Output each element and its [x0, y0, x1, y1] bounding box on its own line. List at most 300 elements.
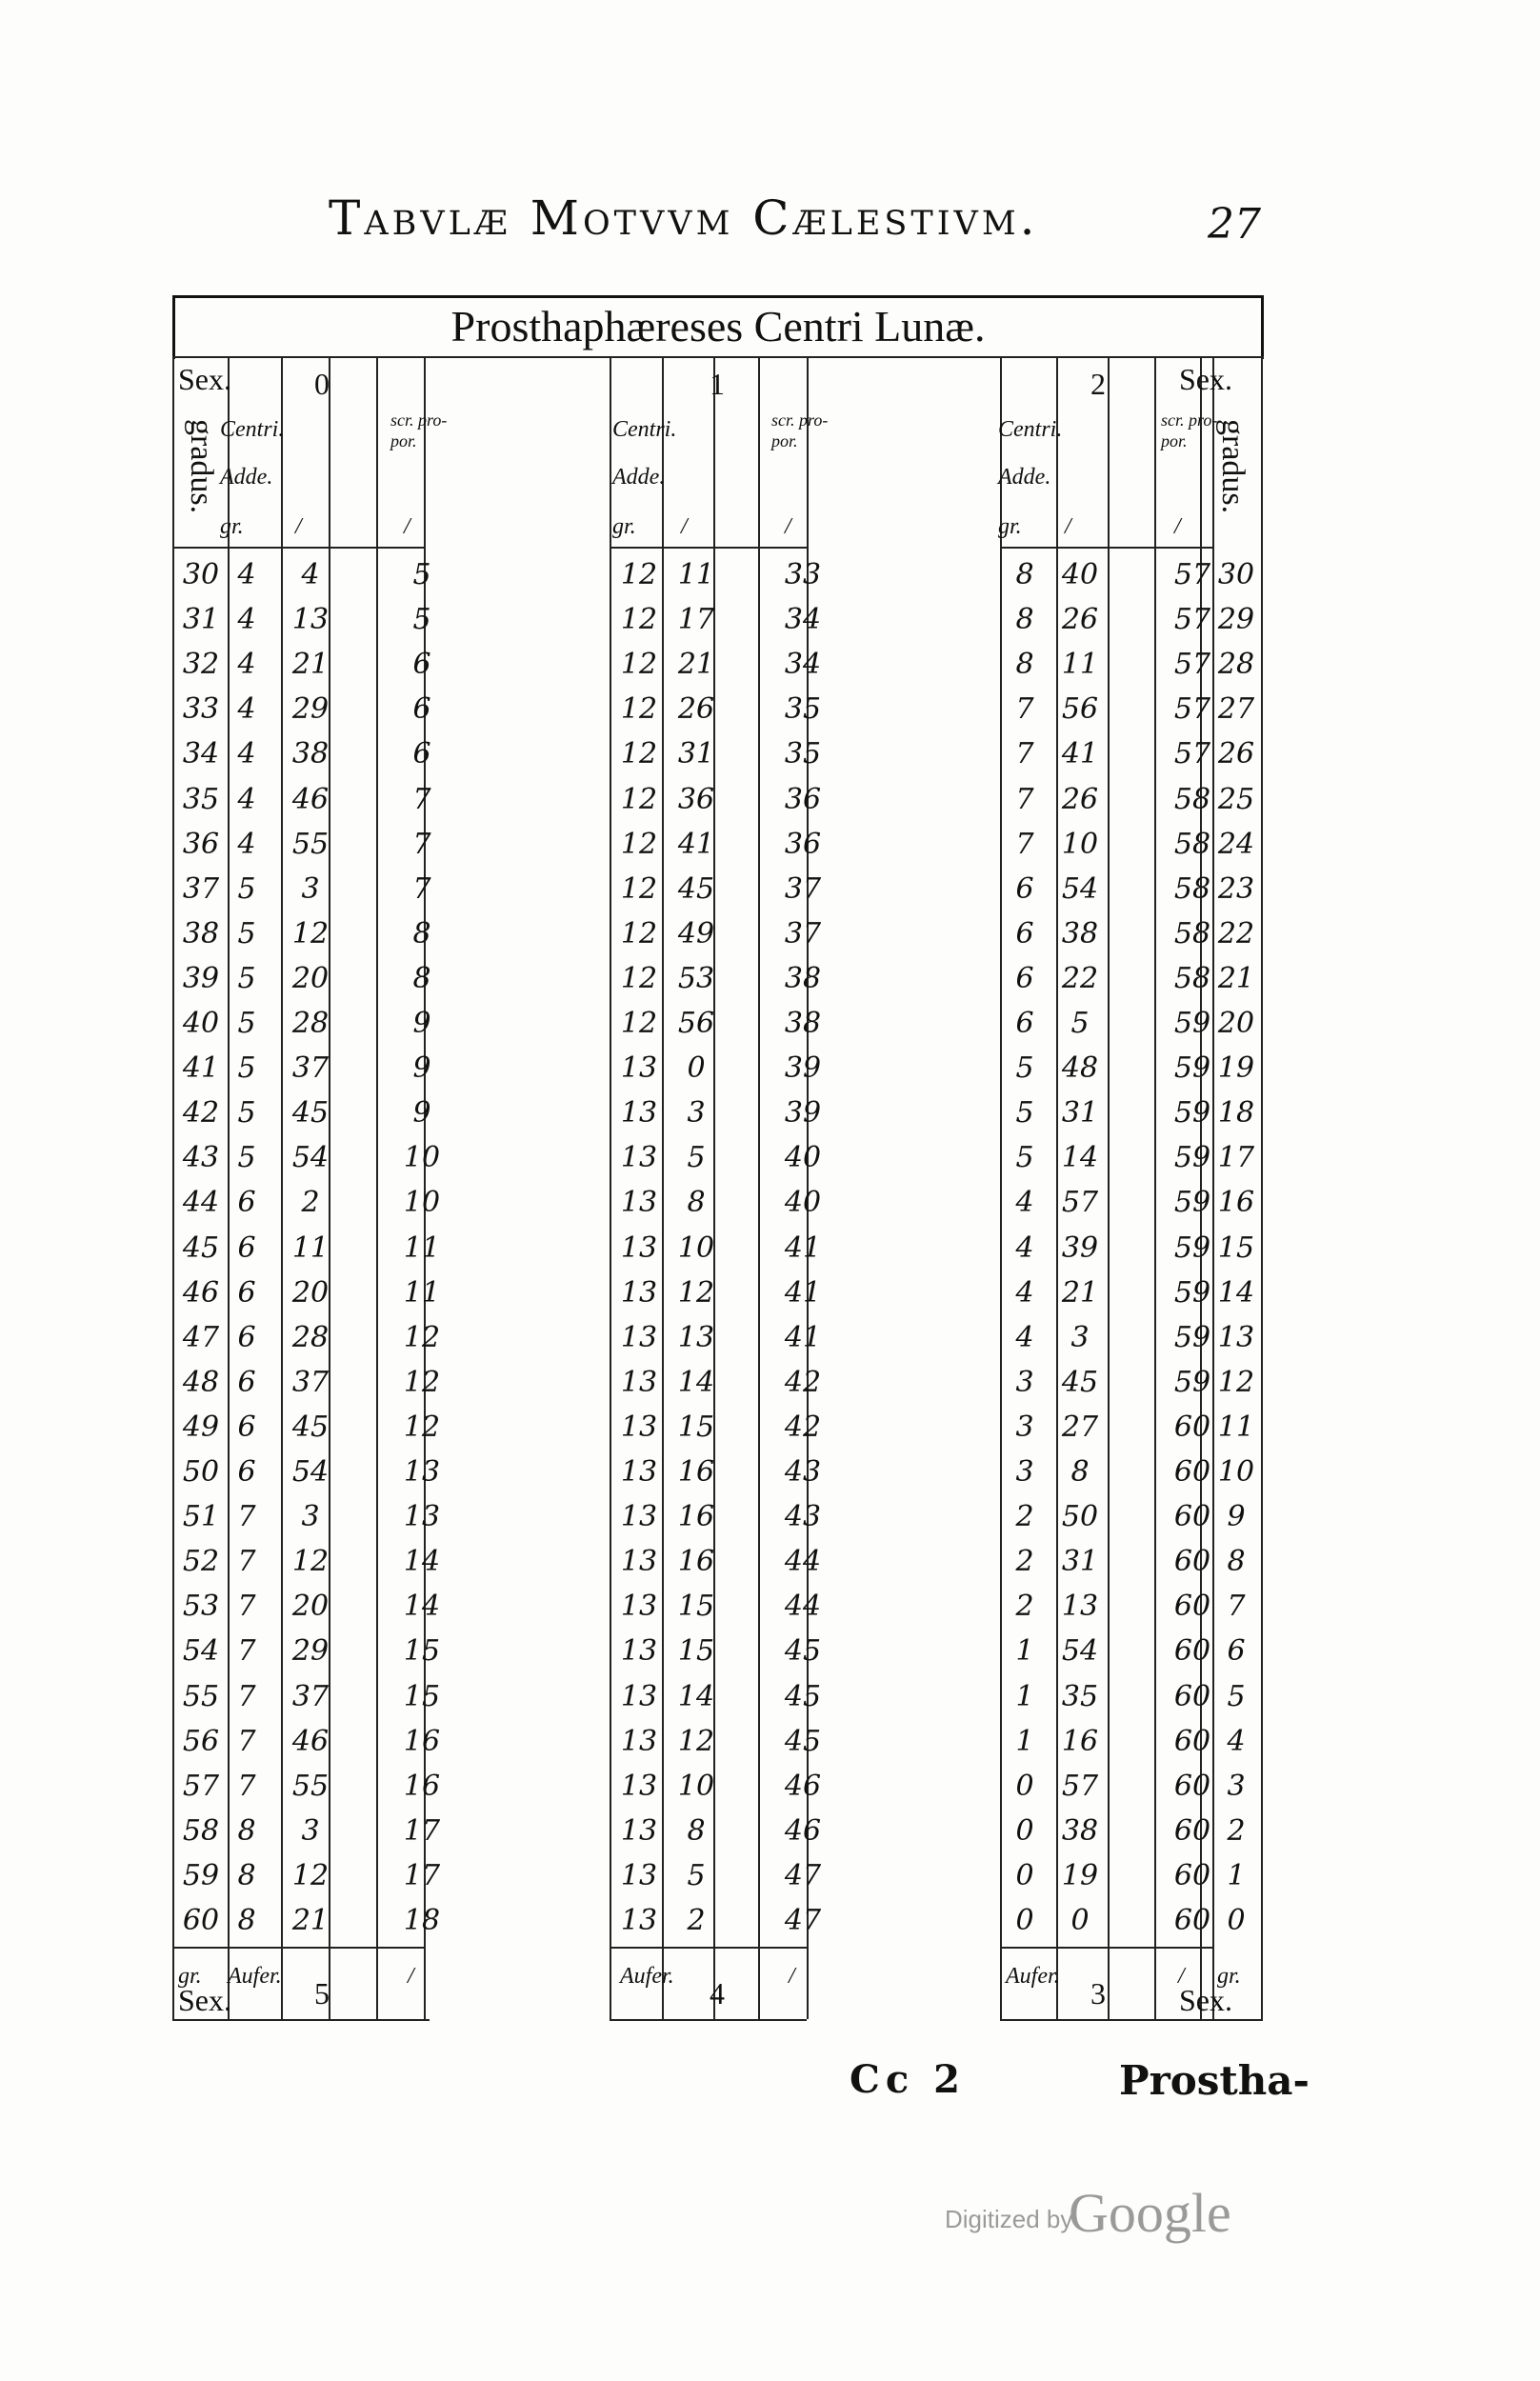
cell-scrupula: 58 — [1173, 916, 1211, 950]
cell-gradus: 1 — [1015, 1679, 1034, 1713]
left-gradus: 34 — [182, 737, 220, 771]
cell-scrupula: 16 — [403, 1769, 441, 1803]
left-gradus: 48 — [182, 1365, 220, 1399]
cell-minutes: 54 — [291, 1141, 330, 1175]
unit-gr-header: gr. — [612, 514, 636, 539]
left-gradus: 55 — [182, 1679, 220, 1713]
cell-scrupula: 37 — [784, 916, 822, 950]
cell-scrupula: 42 — [784, 1365, 822, 1399]
cell-scrupula: 60 — [1173, 1858, 1211, 1892]
cell-gradus: 13 — [620, 1590, 658, 1624]
right-gradus: 2 — [1227, 1813, 1246, 1848]
cell-scrupula: 41 — [784, 1320, 822, 1354]
aufer-header: Aufer. — [620, 1964, 674, 1990]
sexagesima-top: 2 — [1090, 367, 1106, 401]
cell-gradus: 6 — [1015, 961, 1034, 995]
cell-gradus: 5 — [1015, 1096, 1034, 1130]
cell-gradus: 3 — [1015, 1455, 1034, 1489]
cell-gradus: 5 — [237, 871, 256, 906]
cell-gradus: 8 — [1015, 648, 1034, 682]
frame-right — [1261, 357, 1263, 2019]
right-gradus: 28 — [1217, 648, 1255, 682]
cell-minutes: 8 — [1070, 1455, 1090, 1489]
left-gradus: 42 — [182, 1096, 220, 1130]
cell-minutes: 21 — [677, 648, 715, 682]
sexagesima-bottom: 3 — [1090, 1976, 1106, 2011]
left-gradus: 49 — [182, 1410, 220, 1444]
cell-gradus: 12 — [620, 648, 658, 682]
cell-minutes: 36 — [677, 782, 715, 816]
left-gradus: 56 — [182, 1724, 220, 1758]
cell-minutes: 41 — [677, 827, 715, 861]
cell-gradus: 4 — [1015, 1231, 1034, 1265]
cell-gradus: 13 — [620, 1634, 658, 1669]
cell-scrupula: 60 — [1173, 1813, 1211, 1848]
left-gradus: 51 — [182, 1500, 220, 1534]
cell-minutes: 45 — [677, 871, 715, 906]
cell-gradus: 7 — [1015, 737, 1034, 771]
cell-gradus: 2 — [1015, 1590, 1034, 1624]
right-gradus: 17 — [1217, 1141, 1255, 1175]
cell-minutes: 29 — [291, 1634, 330, 1669]
left-gradus: 41 — [182, 1051, 220, 1086]
column-rule — [281, 357, 283, 2019]
cell-scrupula: 10 — [403, 1186, 441, 1220]
scrupula-header: scr. pro- por. — [1161, 410, 1218, 450]
unit-gr-header: gr. — [220, 514, 244, 539]
gr-footer-left: gr. — [178, 1964, 202, 1990]
footer-rule — [610, 1947, 807, 1949]
right-gradus: 26 — [1217, 737, 1255, 771]
cell-gradus: 13 — [620, 1904, 658, 1937]
cell-minutes: 12 — [291, 1858, 330, 1892]
cell-gradus: 7 — [237, 1590, 256, 1624]
cell-minutes: 21 — [1061, 1275, 1099, 1310]
cell-scrupula: 42 — [784, 1410, 822, 1444]
cell-gradus: 5 — [237, 1141, 256, 1175]
footer-rule — [172, 1947, 424, 1949]
cell-scrupula: 57 — [1173, 737, 1211, 771]
cell-gradus: 6 — [237, 1186, 256, 1220]
cell-scrupula: 57 — [1173, 648, 1211, 682]
right-gradus: 27 — [1217, 692, 1255, 727]
cell-minutes: 10 — [677, 1231, 715, 1265]
cell-minutes: 15 — [677, 1634, 715, 1669]
unit-min-scr-header: / — [1174, 514, 1181, 539]
cell-scrupula: 40 — [784, 1186, 822, 1220]
cell-minutes: 13 — [291, 603, 330, 637]
cell-minutes: 45 — [291, 1096, 330, 1130]
cell-gradus: 5 — [237, 1007, 256, 1040]
cell-minutes: 4 — [301, 558, 320, 591]
cell-minutes: 26 — [1061, 603, 1099, 637]
cell-scrupula: 59 — [1173, 1186, 1211, 1220]
cell-minutes: 56 — [677, 1007, 715, 1040]
cell-gradus: 13 — [620, 1858, 658, 1892]
right-gradus: 11 — [1217, 1410, 1255, 1444]
right-gradus: 7 — [1227, 1590, 1246, 1624]
cell-minutes: 57 — [1061, 1186, 1099, 1220]
cell-scrupula: 10 — [403, 1141, 441, 1175]
sex-label-left: Sex. — [178, 362, 231, 396]
cell-minutes: 28 — [291, 1320, 330, 1354]
cell-scrupula: 59 — [1173, 1096, 1211, 1130]
left-gradus: 40 — [182, 1007, 220, 1040]
cell-gradus: 13 — [620, 1320, 658, 1354]
left-gradus: 38 — [182, 916, 220, 950]
cell-scrupula: 57 — [1173, 558, 1211, 591]
cell-scrupula: 43 — [784, 1455, 822, 1489]
cell-scrupula: 60 — [1173, 1904, 1211, 1937]
cell-scrupula: 46 — [784, 1769, 822, 1803]
cell-gradus: 13 — [620, 1769, 658, 1803]
cell-scrupula: 43 — [784, 1500, 822, 1534]
cell-minutes: 13 — [1061, 1590, 1099, 1624]
cell-minutes: 10 — [677, 1769, 715, 1803]
cell-scrupula: 60 — [1173, 1590, 1211, 1624]
cell-scrupula: 35 — [784, 692, 822, 727]
cell-gradus: 7 — [1015, 692, 1034, 727]
title-rule — [172, 356, 1264, 358]
cell-gradus: 6 — [237, 1275, 256, 1310]
bottom-rule-mid — [610, 2019, 807, 2021]
cell-minutes: 12 — [291, 1545, 330, 1579]
cell-gradus: 12 — [620, 871, 658, 906]
cell-scrupula: 17 — [403, 1858, 441, 1892]
cell-gradus: 13 — [620, 1365, 658, 1399]
cell-minutes: 12 — [677, 1724, 715, 1758]
cell-scrupula: 60 — [1173, 1410, 1211, 1444]
left-gradus: 32 — [182, 648, 220, 682]
cell-scrupula: 36 — [784, 827, 822, 861]
cell-gradus: 8 — [1015, 603, 1034, 637]
cell-scrupula: 59 — [1173, 1365, 1211, 1399]
cell-scrupula: 58 — [1173, 827, 1211, 861]
cell-minutes: 11 — [1061, 648, 1099, 682]
cell-minutes: 5 — [1070, 1007, 1090, 1040]
cell-scrupula: 15 — [403, 1679, 441, 1713]
cell-minutes: 19 — [1061, 1858, 1099, 1892]
cell-gradus: 4 — [237, 782, 256, 816]
cell-gradus: 13 — [620, 1141, 658, 1175]
cell-minutes: 3 — [687, 1096, 706, 1130]
cell-minutes: 12 — [291, 916, 330, 950]
cell-gradus: 5 — [1015, 1141, 1034, 1175]
cell-minutes: 16 — [677, 1455, 715, 1489]
cell-gradus: 7 — [1015, 782, 1034, 816]
sexagesima-top: 0 — [314, 367, 330, 401]
cell-minutes: 54 — [1061, 871, 1099, 906]
right-gradus: 13 — [1217, 1320, 1255, 1354]
cell-scrupula: 60 — [1173, 1455, 1211, 1489]
cell-scrupula: 13 — [403, 1500, 441, 1534]
cell-minutes: 38 — [1061, 1813, 1099, 1848]
cell-minutes: 54 — [291, 1455, 330, 1489]
cell-gradus: 7 — [237, 1500, 256, 1534]
cell-scrupula: 8 — [412, 961, 431, 995]
cell-scrupula: 34 — [784, 648, 822, 682]
right-gradus: 21 — [1217, 961, 1255, 995]
cell-minutes: 53 — [677, 961, 715, 995]
cell-gradus: 3 — [1015, 1410, 1034, 1444]
cell-gradus: 6 — [237, 1231, 256, 1265]
left-gradus: 36 — [182, 827, 220, 861]
column-rule — [1108, 357, 1110, 2019]
cell-gradus: 13 — [620, 1724, 658, 1758]
cell-scrupula: 9 — [412, 1096, 431, 1130]
cell-minutes: 45 — [291, 1410, 330, 1444]
cell-scrupula: 44 — [784, 1545, 822, 1579]
left-gradus: 60 — [182, 1904, 220, 1937]
sexagesima-top: 1 — [710, 367, 725, 401]
unit-gr-header: gr. — [998, 514, 1022, 539]
cell-gradus: 12 — [620, 737, 658, 771]
cell-minutes: 49 — [677, 916, 715, 950]
cell-scrupula: 11 — [403, 1231, 441, 1265]
cell-gradus: 1 — [1015, 1634, 1034, 1669]
cell-gradus: 7 — [237, 1724, 256, 1758]
unit-min-scr-footer: / — [789, 1964, 795, 1990]
cell-minutes: 35 — [1061, 1679, 1099, 1713]
cell-scrupula: 58 — [1173, 871, 1211, 906]
page-number: 27 — [1208, 200, 1261, 249]
cell-gradus: 6 — [1015, 871, 1034, 906]
right-gradus: 19 — [1217, 1051, 1255, 1086]
cell-minutes: 20 — [291, 1275, 330, 1310]
cell-minutes: 3 — [301, 1500, 320, 1534]
cell-minutes: 0 — [1070, 1904, 1090, 1937]
cell-gradus: 2 — [1015, 1500, 1034, 1534]
watermark-brand: Google — [1069, 2182, 1231, 2244]
watermark-prefix: Digitized by — [945, 2205, 1073, 2233]
cell-minutes: 56 — [1061, 692, 1099, 727]
cell-scrupula: 8 — [412, 916, 431, 950]
cell-scrupula: 46 — [784, 1813, 822, 1848]
cell-scrupula: 60 — [1173, 1679, 1211, 1713]
cell-minutes: 55 — [291, 1769, 330, 1803]
cell-gradus: 12 — [620, 827, 658, 861]
cell-gradus: 5 — [1015, 1051, 1034, 1086]
cell-minutes: 50 — [1061, 1500, 1099, 1534]
cell-gradus: 4 — [237, 558, 256, 591]
cell-minutes: 21 — [291, 1904, 330, 1937]
cell-minutes: 46 — [291, 782, 330, 816]
cell-scrupula: 39 — [784, 1096, 822, 1130]
cell-minutes: 37 — [291, 1365, 330, 1399]
left-gradus: 30 — [182, 558, 220, 591]
cell-gradus: 13 — [620, 1679, 658, 1713]
cell-scrupula: 57 — [1173, 603, 1211, 637]
cell-gradus: 5 — [237, 916, 256, 950]
left-gradus: 39 — [182, 961, 220, 995]
cell-gradus: 6 — [237, 1455, 256, 1489]
cell-gradus: 8 — [1015, 558, 1034, 591]
cell-scrupula: 59 — [1173, 1275, 1211, 1310]
cell-scrupula: 13 — [403, 1455, 441, 1489]
cell-gradus: 12 — [620, 916, 658, 950]
right-gradus: 22 — [1217, 916, 1255, 950]
cell-scrupula: 7 — [412, 827, 431, 861]
cell-minutes: 16 — [677, 1500, 715, 1534]
cell-gradus: 7 — [237, 1679, 256, 1713]
cell-minutes: 31 — [1061, 1545, 1099, 1579]
cell-gradus: 12 — [620, 961, 658, 995]
cell-minutes: 37 — [291, 1679, 330, 1713]
left-gradus: 53 — [182, 1590, 220, 1624]
cell-scrupula: 59 — [1173, 1320, 1211, 1354]
cell-gradus: 4 — [1015, 1186, 1034, 1220]
cell-scrupula: 6 — [412, 648, 431, 682]
cell-scrupula: 34 — [784, 603, 822, 637]
unit-min-scr-header: / — [404, 514, 410, 539]
centri-header: Centri. — [998, 417, 1063, 442]
cell-minutes: 28 — [291, 1007, 330, 1040]
cell-gradus: 12 — [620, 558, 658, 591]
right-gradus: 4 — [1227, 1724, 1246, 1758]
cell-scrupula: 58 — [1173, 961, 1211, 995]
cell-gradus: 4 — [237, 827, 256, 861]
cell-gradus: 6 — [237, 1320, 256, 1354]
cell-minutes: 3 — [301, 871, 320, 906]
aufer-header: Aufer. — [228, 1964, 282, 1990]
column-rule — [1154, 357, 1156, 2019]
left-gradus: 37 — [182, 871, 220, 906]
cell-scrupula: 11 — [403, 1275, 441, 1310]
cell-scrupula: 5 — [412, 603, 431, 637]
cell-minutes: 3 — [301, 1813, 320, 1848]
cell-scrupula: 60 — [1173, 1634, 1211, 1669]
left-gradus: 52 — [182, 1545, 220, 1579]
cell-scrupula: 44 — [784, 1590, 822, 1624]
right-gradus: 20 — [1217, 1007, 1255, 1040]
unit-min-scr-header: / — [785, 514, 791, 539]
unit-min-scr-footer: / — [408, 1964, 414, 1990]
cell-minutes: 31 — [677, 737, 715, 771]
cell-gradus: 3 — [1015, 1365, 1034, 1399]
cell-gradus: 8 — [237, 1858, 256, 1892]
unit-min-header: / — [295, 514, 302, 539]
cell-gradus: 8 — [237, 1813, 256, 1848]
unit-min-header: / — [1065, 514, 1071, 539]
left-gradus: 58 — [182, 1813, 220, 1848]
right-gradus: 1 — [1227, 1858, 1246, 1892]
right-gradus: 12 — [1217, 1365, 1255, 1399]
centri-header: Centri. — [612, 417, 677, 442]
cell-minutes: 3 — [1070, 1320, 1090, 1354]
cell-minutes: 38 — [1061, 916, 1099, 950]
cell-gradus: 12 — [620, 1007, 658, 1040]
right-gradus: 3 — [1227, 1769, 1246, 1803]
cell-gradus: 6 — [237, 1410, 256, 1444]
cell-scrupula: 6 — [412, 692, 431, 727]
cell-minutes: 48 — [1061, 1051, 1099, 1086]
cell-scrupula: 6 — [412, 737, 431, 771]
cell-scrupula: 9 — [412, 1007, 431, 1040]
cell-scrupula: 35 — [784, 737, 822, 771]
cell-scrupula: 39 — [784, 1051, 822, 1086]
cell-gradus: 13 — [620, 1051, 658, 1086]
cell-minutes: 46 — [291, 1724, 330, 1758]
catchword: Prostha- — [1119, 2057, 1310, 2104]
cell-gradus: 13 — [620, 1186, 658, 1220]
cell-gradus: 0 — [1015, 1769, 1034, 1803]
cell-minutes: 16 — [677, 1545, 715, 1579]
column-rule — [610, 357, 611, 2019]
cell-minutes: 41 — [1061, 737, 1099, 771]
cell-minutes: 39 — [1061, 1231, 1099, 1265]
cell-gradus: 7 — [237, 1634, 256, 1669]
cell-minutes: 14 — [677, 1679, 715, 1713]
cell-scrupula: 47 — [784, 1904, 822, 1937]
cell-minutes: 2 — [687, 1904, 706, 1937]
gr-footer-right: gr. — [1217, 1964, 1241, 1990]
cell-scrupula: 60 — [1173, 1545, 1211, 1579]
cell-gradus: 7 — [237, 1769, 256, 1803]
cell-gradus: 13 — [620, 1455, 658, 1489]
unit-min-scr-footer: / — [1178, 1964, 1185, 1990]
cell-scrupula: 45 — [784, 1724, 822, 1758]
cell-gradus: 4 — [1015, 1320, 1034, 1354]
cell-gradus: 13 — [620, 1096, 658, 1130]
cell-gradus: 12 — [620, 603, 658, 637]
left-gradus: 44 — [182, 1186, 220, 1220]
cell-gradus: 13 — [620, 1275, 658, 1310]
cell-scrupula: 40 — [784, 1141, 822, 1175]
cell-scrupula: 33 — [784, 558, 822, 591]
table-title: Prosthaphæreses Centri Lunæ. — [450, 302, 986, 350]
cell-minutes: 37 — [291, 1051, 330, 1086]
cell-gradus: 7 — [1015, 827, 1034, 861]
cell-scrupula: 17 — [403, 1813, 441, 1848]
cell-scrupula: 38 — [784, 1007, 822, 1040]
left-gradus: 50 — [182, 1455, 220, 1489]
cell-gradus: 4 — [237, 692, 256, 727]
cell-minutes: 40 — [1061, 558, 1099, 591]
column-rule — [758, 357, 760, 2019]
cell-scrupula: 47 — [784, 1858, 822, 1892]
cell-minutes: 29 — [291, 692, 330, 727]
cell-gradus: 12 — [620, 782, 658, 816]
cell-minutes: 20 — [291, 1590, 330, 1624]
left-gradus: 46 — [182, 1275, 220, 1310]
right-gradus: 23 — [1217, 871, 1255, 906]
cell-gradus: 6 — [237, 1365, 256, 1399]
right-gradus: 14 — [1217, 1275, 1255, 1310]
cell-scrupula: 5 — [412, 558, 431, 591]
cell-minutes: 31 — [1061, 1096, 1099, 1130]
signature-mark: Cc 2 — [850, 2057, 966, 2102]
cell-scrupula: 14 — [403, 1590, 441, 1624]
cell-scrupula: 60 — [1173, 1500, 1211, 1534]
cell-gradus: 2 — [1015, 1545, 1034, 1579]
cell-scrupula: 12 — [403, 1410, 441, 1444]
cell-scrupula: 38 — [784, 961, 822, 995]
cell-minutes: 8 — [687, 1813, 706, 1848]
running-header: Tabvlæ Motvvm Cælestivm. — [329, 190, 1039, 246]
left-gradus: 47 — [182, 1320, 220, 1354]
cell-scrupula: 45 — [784, 1634, 822, 1669]
cell-minutes: 55 — [291, 827, 330, 861]
cell-minutes: 12 — [677, 1275, 715, 1310]
adde-header: Adde. — [998, 465, 1051, 490]
cell-scrupula: 9 — [412, 1051, 431, 1086]
left-gradus: 59 — [182, 1858, 220, 1892]
cell-minutes: 11 — [677, 558, 715, 591]
cell-scrupula: 57 — [1173, 692, 1211, 727]
cell-gradus: 1 — [1015, 1724, 1034, 1758]
sex-label-bottom-right: Sex. — [1179, 1983, 1232, 2017]
cell-scrupula: 16 — [403, 1724, 441, 1758]
